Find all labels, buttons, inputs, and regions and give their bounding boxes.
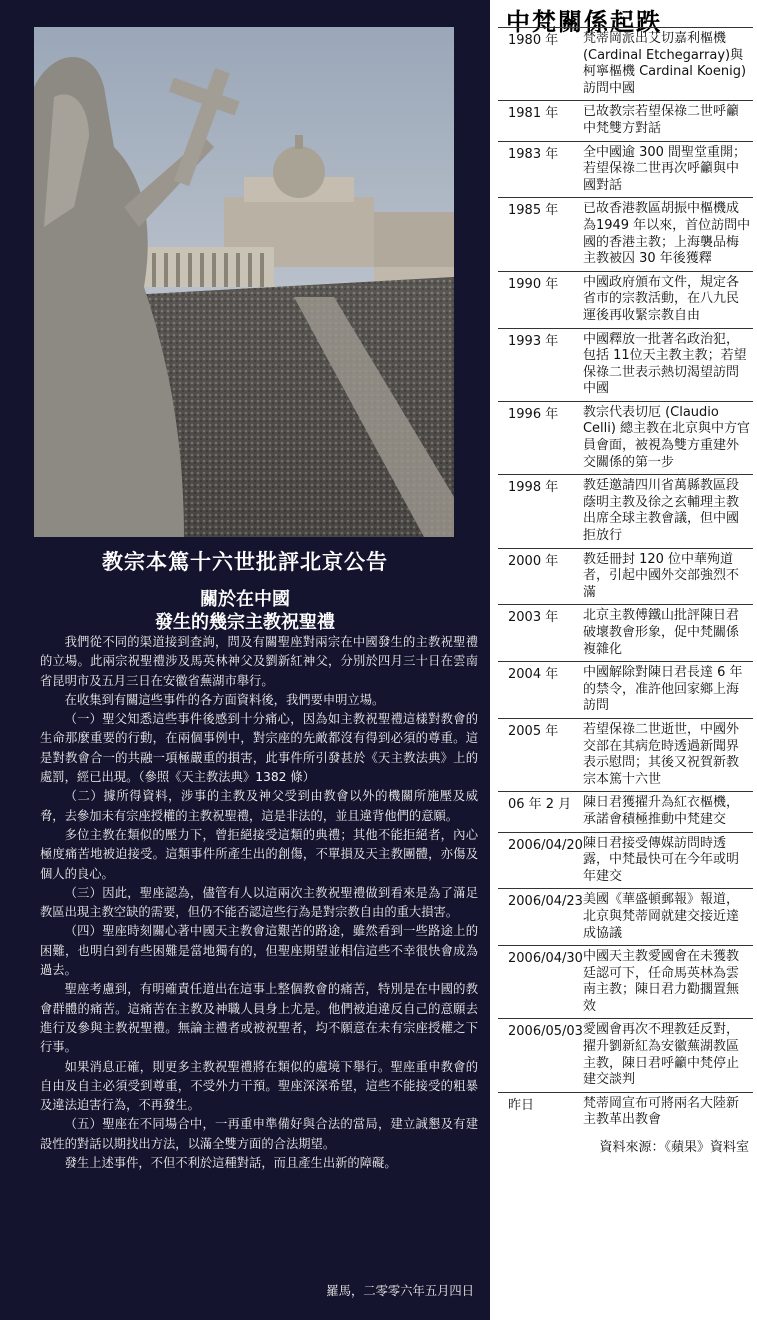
statement-body <box>40 633 478 1173</box>
timeline-row <box>498 141 753 198</box>
timeline-row <box>498 662 753 719</box>
timeline-row <box>498 475 753 548</box>
paragraph: 如果消息正確，則更多主教祝聖禮將在類似的處境下舉行。聖座重申教會的自由及自主必須受到尊重，不受外力干預。聖座深深希望，這些不能接受的粗暴及違法迫害行為，不再發生。 <box>40 1059 478 1113</box>
statement-title: 教宗本篤十六世批評北京公告 <box>102 550 388 574</box>
timeline-year: 1996 年 <box>498 401 583 474</box>
timeline-title: 中梵關係起跌 <box>506 8 662 36</box>
subtitle-line: 發生的幾宗主教祝聖禮 <box>155 612 335 633</box>
timeline-year: 1981 年 <box>498 101 583 141</box>
timeline-year: 1998 年 <box>498 475 583 548</box>
paragraph: 聖座考慮到，有明確責任道出在這事上整個教會的痛苦，特別是在中國的教會群體的痛苦。這痛苦在主教及神職人員身上尤是。他們被迫違反自己的意願去進行及參與主教祝聖禮。無論主禮者或被祝聖者，均不願意在未有宗座授權之下行事。 <box>40 982 478 1055</box>
timeline-panel <box>498 0 757 1320</box>
timeline-year: 2006/05/03 <box>498 1019 583 1092</box>
subtitle-line: 關於在中國 <box>200 589 290 610</box>
timeline-year: 1993 年 <box>498 328 583 401</box>
paragraph: 多位主教在類似的壓力下，曾拒絕接受這類的典禮；其他不能拒絕者，內心極度痛苦地被迫接受。這類事件所產生出的創傷，不單損及天主教團體，亦傷及個人的良心。 <box>40 827 478 881</box>
statement-signature: 羅馬，二零零六年五月四日 <box>326 1284 474 1298</box>
timeline-event: 教宗代表切厄 (Claudio Celli) 總主教在北京與中方官員會面，被視為雙方重建外交關係的第一步 <box>583 401 753 474</box>
timeline-row <box>498 792 753 832</box>
timeline-event: 梵蒂岡宣布可將兩名大陸新主教革出教會 <box>583 1092 753 1132</box>
timeline-row <box>498 198 753 271</box>
timeline-event: 教廷邀請四川省萬縣教區段蔭明主教及徐之玄輔理主教出席全球主教會議，但中國拒放行 <box>583 475 753 548</box>
paragraph: （四）聖座時刻關心著中國天主教會這艱苦的路途，雖然看到一些路途上的困難，也明白到有些困難是當地獨有的，但聖座期望並相信這些不幸很快會成為過去。 <box>40 924 478 978</box>
timeline-year: 06 年 2 月 <box>498 792 583 832</box>
timeline-year: 2006/04/30 <box>498 946 583 1019</box>
timeline-year: 1990 年 <box>498 271 583 328</box>
timeline-row <box>498 1092 753 1132</box>
timeline-event: 全中國逾 300 間聖堂重開；若望保祿二世再次呼籲與中國對話 <box>583 141 753 198</box>
timeline-event: 若望保祿二世逝世，中國外交部在其病危時透過新聞界表示慰問；其後又祝賀新教宗本篤十六世 <box>583 718 753 791</box>
timeline-event: 已故香港教區胡振中樞機成為1949 年以來，首位訪問中國的香港主教；上海襲品梅主教被囚 30 年後獲釋 <box>583 198 753 271</box>
timeline-year: 2003 年 <box>498 605 583 662</box>
paragraph: 發生上述事件，不但不利於這種對話，而且產生出新的障礙。 <box>64 1156 397 1171</box>
timeline-year: 2004 年 <box>498 662 583 719</box>
timeline-year: 2005 年 <box>498 718 583 791</box>
paragraph: （二）據所得資料，涉事的主教及神父受到由教會以外的機關所施壓及威脅，去參加未有宗座授權的主教祝聖禮，這是非法的，並且違背他們的意願。 <box>40 789 478 823</box>
paragraph: （五）聖座在不同場合中，一再重申準備好與合法的當局，建立誠懇及有建設性的對話以期找出方法，以滿全雙方面的合法期望。 <box>40 1117 478 1151</box>
timeline-row <box>498 28 753 101</box>
timeline-row <box>498 605 753 662</box>
timeline-row <box>498 1019 753 1092</box>
timeline-row <box>498 271 753 328</box>
timeline-event: 陳日君獲擢升為紅衣樞機，承諾會積極推動中梵建交 <box>583 792 753 832</box>
timeline-row <box>498 889 753 946</box>
timeline-event: 教廷冊封 120 位中華殉道者，引起中國外交部強烈不滿 <box>583 548 753 605</box>
timeline-row <box>498 832 753 889</box>
timeline-event: 中國天主教愛國會在未獲教廷認可下，任命馬英林為雲南主教；陳日君力勸擱置無效 <box>583 946 753 1019</box>
timeline-year: 1985 年 <box>498 198 583 271</box>
timeline-year: 2006/04/23 <box>498 889 583 946</box>
timeline-event: 陳日君接受傳媒訪問時透露，中梵最快可在今年或明年建交 <box>583 832 753 889</box>
paragraph: （一）聖父知悉這些事件後感到十分痛心，因為如主教祝聖禮這樣對教會的生命那麼重要的行動，在兩個事例中，對宗座的先敵都沒有得到必須的尊重。這是對教會合一的共融一項極嚴重的損害，此事件所引發甚於《天主教法典》上的處罰，經已出現。（參照《天主教法典》1382 條） <box>40 712 478 785</box>
timeline-event: 梵蒂岡派出艾切嘉利樞機(Cardinal Etchegarray)與柯寧樞機 Cardinal Koenig)訪問中國 <box>583 28 753 101</box>
paragraph: （三）因此，聖座認為，儘管有人以這兩次主教祝聖禮做到看來是為了滿足教區出現主教空缺的需要，但仍不能否認這些行為是對宗教自由的重大損害。 <box>40 885 478 920</box>
st-peters-square-photo <box>34 27 454 537</box>
timeline-row <box>498 946 753 1019</box>
timeline-year: 1980 年 <box>498 28 583 101</box>
timeline-event: 中國政府頒布文件，規定各省市的宗教活動，在八九民運後再收緊宗教自由 <box>583 271 753 328</box>
timeline-row <box>498 101 753 141</box>
timeline-event: 中國解除對陳日君長達 6 年的禁令，准許他回家鄉上海訪問 <box>583 662 753 719</box>
paragraph: 我們從不同的渠道接到查詢，問及有關聖座對兩宗在中國發生的主教祝聖禮的立場。此兩宗祝聖禮涉及馬英林神父及劉新紅神父，分別於四月三十日在雲南省昆明市及五月三日在安徽省蕪湖市舉行。 <box>40 635 478 688</box>
timeline-event: 中國釋放一批著名政治犯，包括 11位天主教主教；若望保祿二世表示熱切渴望訪問中國 <box>583 328 753 401</box>
timeline-year: 昨日 <box>498 1092 583 1132</box>
timeline-row <box>498 328 753 401</box>
timeline-event: 北京主教傅鐵山批評陳日君破壞教會形象，促中梵關係複雜化 <box>583 605 753 662</box>
timeline-table <box>498 27 753 1132</box>
timeline-row <box>498 548 753 605</box>
source-credit: 資料來源：《蘋果》資料室 <box>599 1140 749 1155</box>
statement-subtitle <box>0 588 490 634</box>
timeline-year: 2000 年 <box>498 548 583 605</box>
timeline-year: 2006/04/20 <box>498 832 583 889</box>
timeline-row <box>498 718 753 791</box>
timeline-row <box>498 401 753 474</box>
timeline-event: 愛國會再次不理教廷反對，擢升劉新紅為安徽蕪湖教區主教，陳日君呼籲中梵停止建交談判 <box>583 1019 753 1092</box>
paragraph: 在收集到有關這些事件的各方面資料後，我們要申明立場。 <box>64 692 385 707</box>
timeline-year: 1983 年 <box>498 141 583 198</box>
timeline-event: 已故教宗若望保祿二世呼籲中梵雙方對話 <box>583 101 753 141</box>
timeline-event: 美國《華盛頓郵報》報道，北京與梵蒂岡就建交接近達成協議 <box>583 889 753 946</box>
